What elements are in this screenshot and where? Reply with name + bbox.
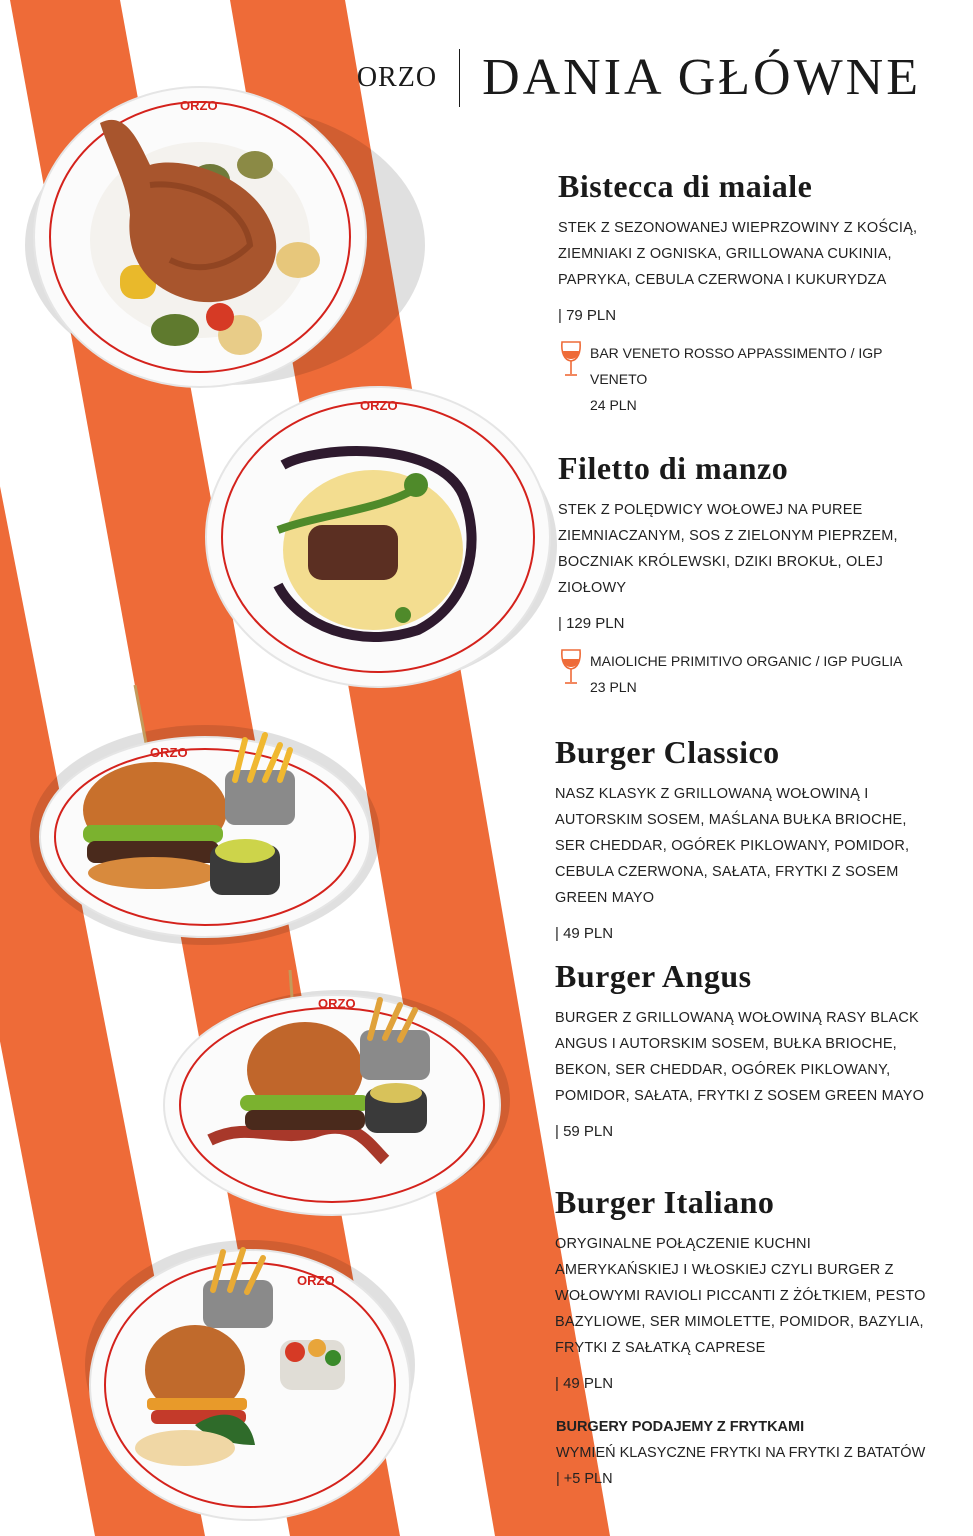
item-price: | 79 PLN xyxy=(558,307,617,324)
item-price: | 49 PLN xyxy=(555,1375,614,1392)
potato xyxy=(276,242,320,278)
menu-header xyxy=(357,48,921,107)
green-mayo xyxy=(215,839,275,863)
item-name: Burger Angus xyxy=(555,958,752,994)
green-mayo xyxy=(370,1083,422,1103)
item-name: Bistecca di maiale xyxy=(558,168,813,204)
zucchini xyxy=(237,151,273,179)
wine-name: BAR VENETO ROSSO APPASSIMENTO / IGP VENETO xyxy=(590,345,883,387)
item-name: Burger Classico xyxy=(555,734,780,770)
item-description: STEK Z POLĘDWICY WOŁOWEJ NA PUREE ZIEMNIACZANYM, SOS Z ZIELONYM PIEPRZEM, BOCZNIAK KRÓLEWSKI, DZIKI BROKUŁ, OLEJ ZIOŁOWY xyxy=(558,502,898,596)
brand-logo: ORZO xyxy=(356,61,438,93)
item-description: ORYGINALNE POŁĄCZENIE KUCHNI AMERYKAŃSKIEJ I WŁOSKIEJ CZYLI BURGER Z WOŁOWYMI RAVIOLI PICCANTI Z ŻÓŁTKIEM, PESTO BAZYLIOWE, SER MIMOLETTE, POMIDOR, BAZYLIA, FRYTKI Z SAŁATKĄ CAPRESE xyxy=(555,1236,926,1356)
item-price: | 49 PLN xyxy=(555,925,614,942)
burger-bun-bottom xyxy=(88,857,218,889)
wine-price: 24 PLN xyxy=(590,397,637,413)
tomato xyxy=(206,303,234,331)
menu-item-burger-classico xyxy=(555,734,935,942)
wine-pairing xyxy=(558,648,938,700)
section-title: DANIA GŁÓWNE xyxy=(482,49,921,106)
item-description: STEK Z SEZONOWANEJ WIEPRZOWINY Z KOŚCIĄ, ZIEMNIAKI Z OGNISKA, GRILLOWANA CUKINIA, PAPRYKA, CEBULA CZERWONA I KUKURYDZA xyxy=(558,220,918,288)
plate-classico xyxy=(35,685,375,945)
menu-item-burger-italiano xyxy=(555,1184,935,1392)
menu-item-bistecca xyxy=(558,168,938,418)
note-text: WYMIEŃ KLASYCZNE FRYTKI NA FRYTKI Z BATATÓW xyxy=(556,1445,926,1461)
plate-label: ORZO xyxy=(297,1273,335,1288)
wine-price: 23 PLN xyxy=(590,679,637,695)
item-price: | 129 PLN xyxy=(558,615,625,632)
lettuce xyxy=(83,825,223,843)
wine-glass-icon xyxy=(558,648,584,686)
plate-label: ORZO xyxy=(150,745,188,760)
note-price: | +5 PLN xyxy=(556,1471,613,1487)
wine-name: MAIOLICHE PRIMITIVO ORGANIC / IGP PUGLIA xyxy=(590,653,903,669)
note-title: BURGERY PODAJEMY Z FRYTKAMI xyxy=(556,1419,805,1435)
cheese xyxy=(147,1398,247,1410)
beef-fillet xyxy=(308,525,398,580)
wine-pairing xyxy=(558,340,938,418)
menu-item-filetto xyxy=(558,450,938,700)
plate-bistecca xyxy=(30,85,370,395)
fries-note xyxy=(556,1414,936,1492)
item-description: BURGER Z GRILLOWANĄ WOŁOWINĄ RASY BLACK ANGUS I AUTORSKIM SOSEM, BUŁKA BRIOCHE, BEKON, SER CHEDDAR, OGÓREK PIKLOWANY, POMIDOR, SAŁATA, FRYTKI Z SOSEM GREEN MAYO xyxy=(555,1010,925,1104)
item-name: Filetto di manzo xyxy=(558,450,789,486)
plate-label: ORZO xyxy=(360,398,398,413)
plate-label: ORZO xyxy=(180,98,218,113)
menu-item-burger-angus xyxy=(555,958,935,1140)
plate-filetto xyxy=(198,385,558,695)
plate-label: ORZO xyxy=(318,996,356,1011)
ravioli xyxy=(135,1430,235,1466)
item-description: NASZ KLASYK Z GRILLOWANĄ WOŁOWINĄ I AUTORSKIM SOSEM, MAŚLANA BUŁKA BRIOCHE, SER CHEDDAR, OGÓREK PIKLOWANY, POMIDOR, CEBULA CZERWONA, SAŁATA, FRYTKI Z SOSEM GREEN MAYO xyxy=(555,786,910,906)
header-divider xyxy=(459,49,460,107)
wine-glass-icon xyxy=(558,340,584,378)
patty xyxy=(245,1110,365,1130)
plate-angus xyxy=(160,970,505,1225)
item-price: | 59 PLN xyxy=(555,1123,614,1140)
plate-italiano xyxy=(85,1240,415,1525)
item-name: Burger Italiano xyxy=(555,1184,775,1220)
zucchini xyxy=(151,314,199,346)
lettuce xyxy=(240,1095,370,1111)
